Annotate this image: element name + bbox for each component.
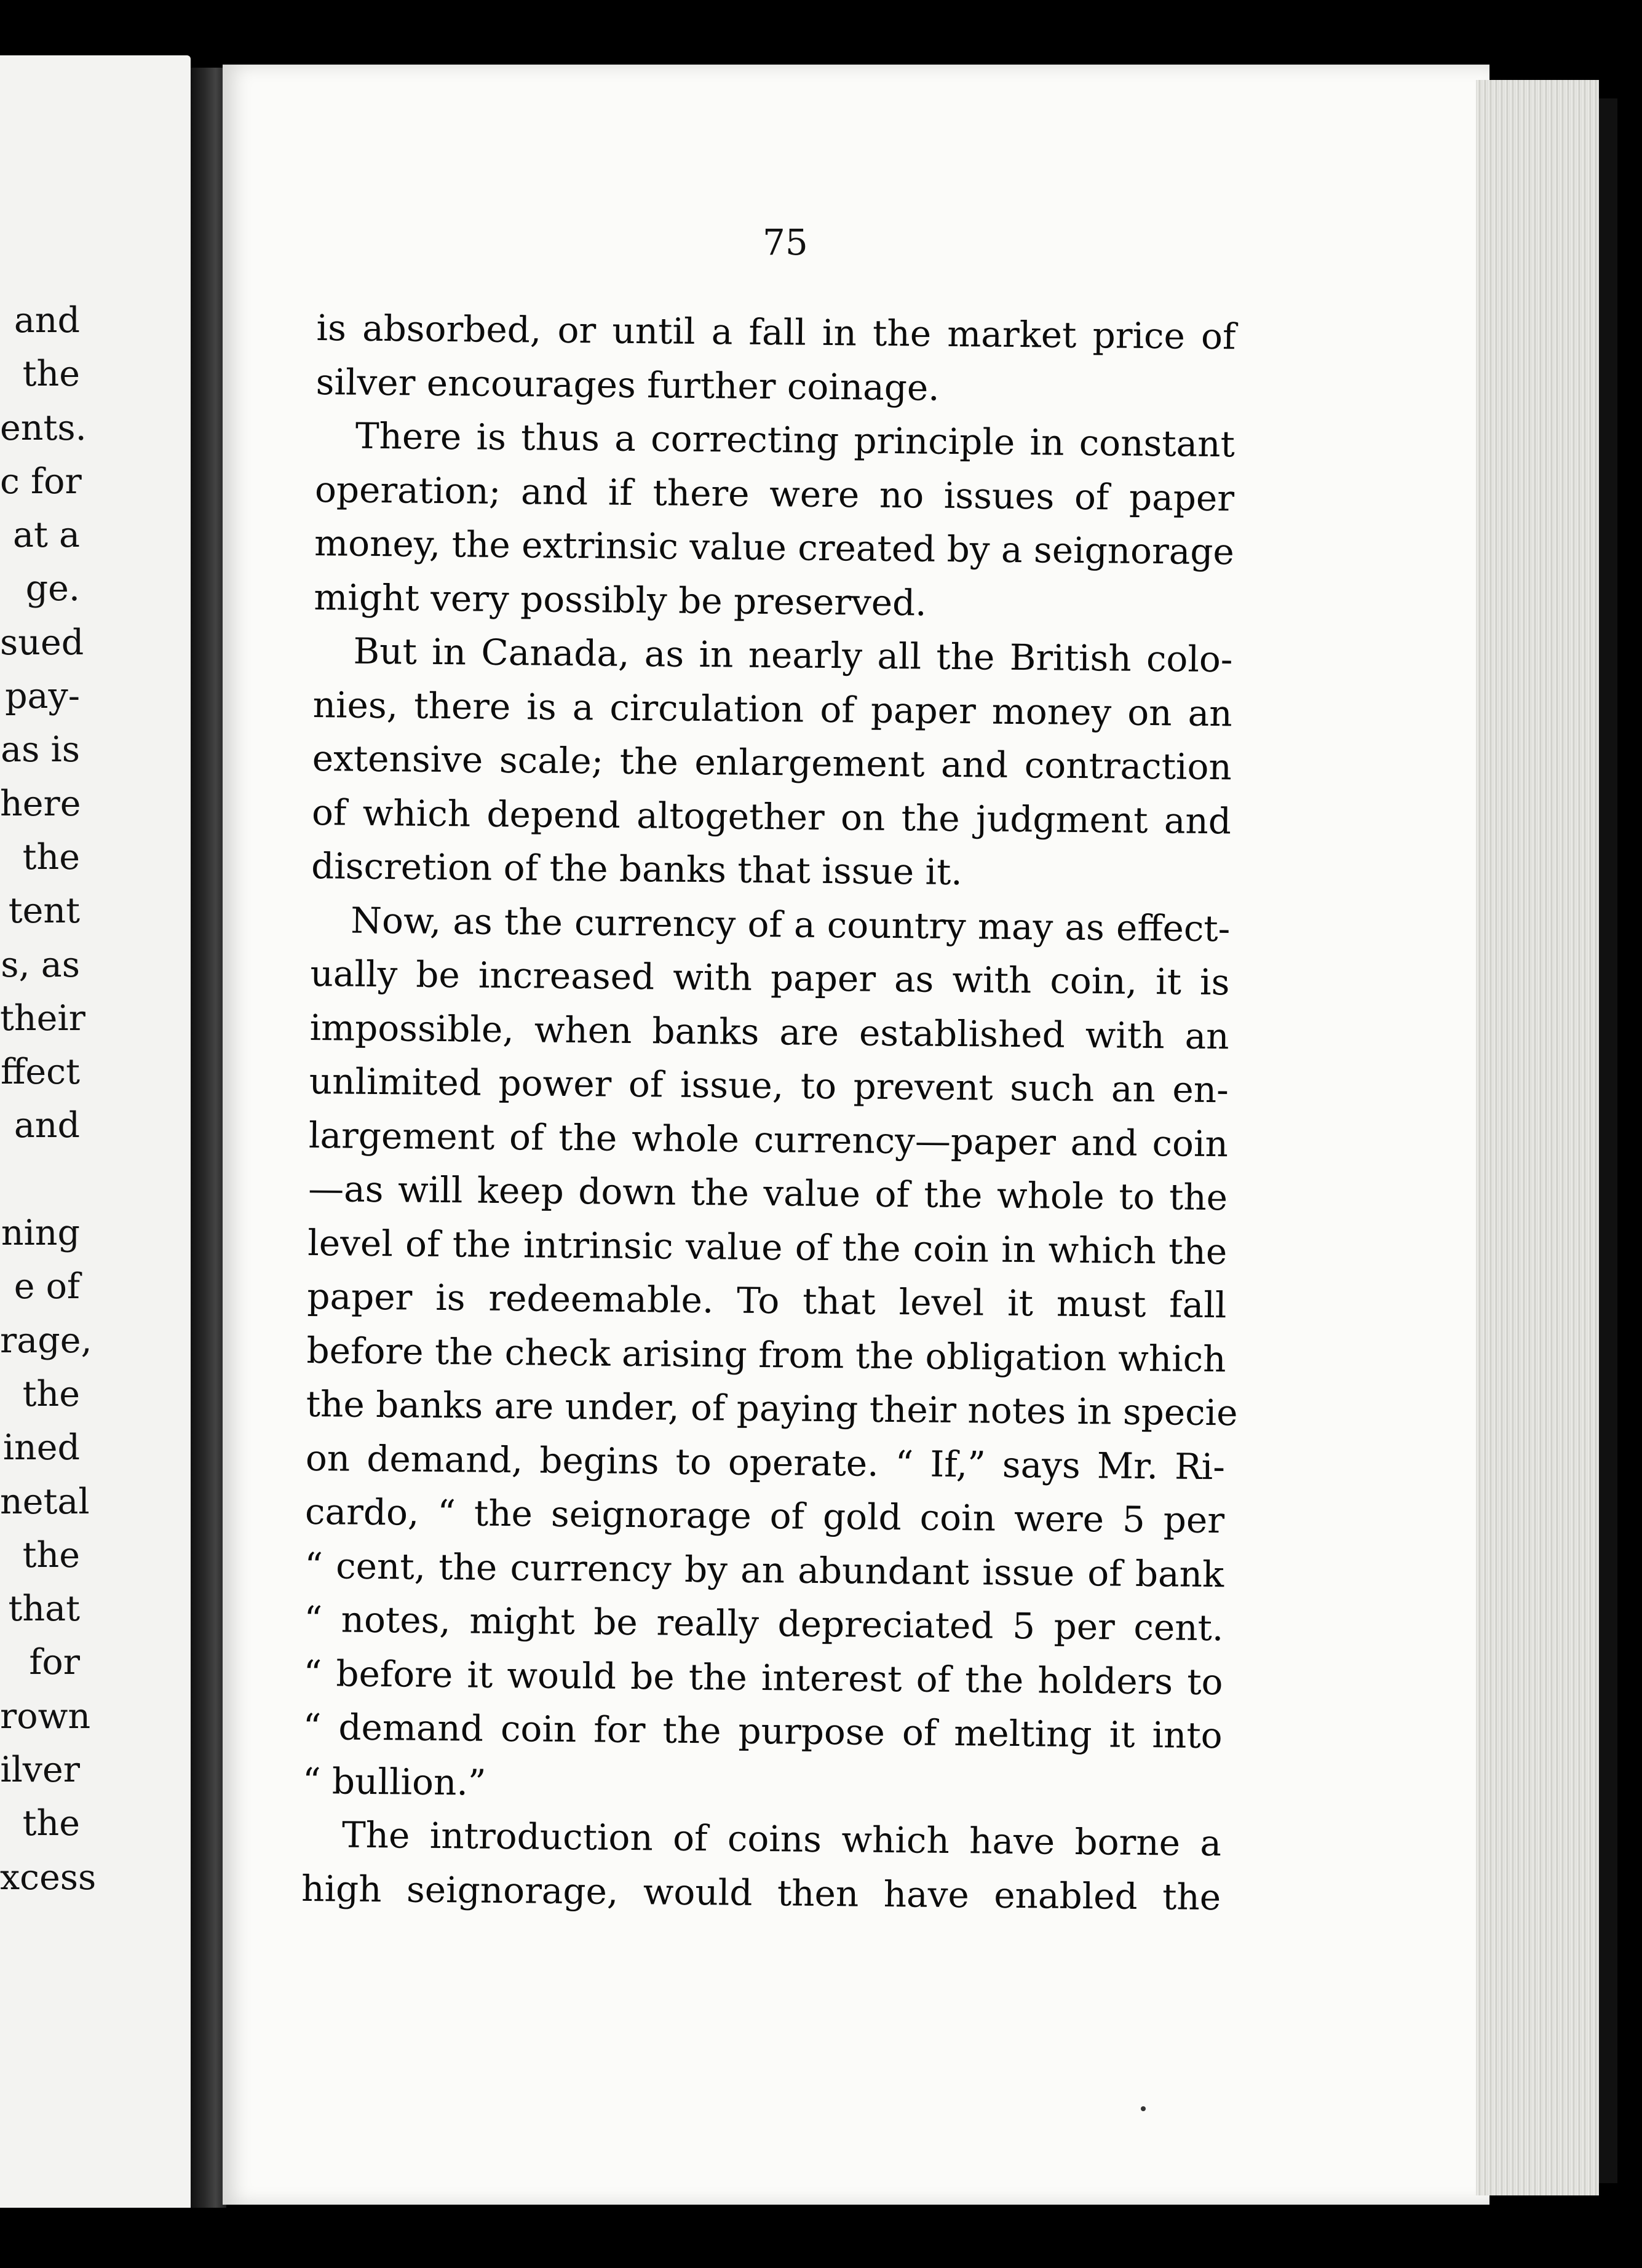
left-fragment: at a (13, 515, 80, 556)
left-fragment: tent (8, 890, 80, 932)
text-line: nies, there is a circulation of paper money on an (312, 683, 1232, 734)
left-fragment: xcess (0, 1857, 97, 1898)
page-edges (1476, 80, 1599, 2195)
text-line: —as will keep down the value of the whole to the (307, 1167, 1228, 1219)
left-fragment: the (22, 1534, 80, 1576)
text-line: before the check arising from the obligation which (306, 1329, 1226, 1380)
text-line: “ before it would be the interest of the holders to (303, 1652, 1223, 1703)
text-line: might very possibly be preserved. (314, 576, 927, 624)
body-text (301, 301, 1236, 1924)
left-fragment: netal (0, 1481, 90, 1522)
text-line: cardo, “ the seignorage of gold coin were 5 per (304, 1490, 1225, 1542)
text-line: is absorbed, or until a fall in the market price of (316, 306, 1236, 358)
text-line: on demand, begins to operate. “ If,” says Mr. Ri- (305, 1437, 1226, 1488)
dust-speck (1141, 2106, 1146, 2111)
left-fragment: that (8, 1588, 80, 1630)
text-line: high seignorage, would then have enabled the (301, 1867, 1221, 1918)
text-line: extensive scale; the enlargement and contraction (312, 737, 1232, 788)
left-fragment: rage, (0, 1320, 92, 1361)
left-fragment: sued (0, 622, 84, 663)
left-fragment: the (22, 836, 80, 878)
text-line: ually be increased with paper as with coin, it is (310, 952, 1230, 1004)
left-fragment: the (22, 1803, 80, 1844)
text-line: silver encourages further coinage. (315, 360, 940, 409)
page-number: 75 (763, 221, 808, 263)
text-line: But in Canada, as in nearly all the British colo- (353, 630, 1233, 681)
edge-shadow (1599, 98, 1617, 2183)
left-fragment: for (29, 1642, 80, 1683)
text-line: money, the extrinsic value created by a seignorage (314, 521, 1235, 573)
left-fragment: ilver (0, 1750, 80, 1791)
text-line: “ demand coin for the purpose of melting it into (303, 1705, 1223, 1757)
left-page-text-fragments (0, 294, 97, 1905)
left-fragment: ined (2, 1427, 80, 1469)
text-line: largement of the whole currency—paper and coin (308, 1114, 1229, 1165)
left-fragment: the (22, 354, 80, 395)
text-line: of which depend altogether on the judgment and (311, 791, 1232, 842)
left-fragment: the (22, 1373, 80, 1414)
left-fragment: s, as (1, 944, 80, 985)
book-gutter (191, 68, 226, 2208)
text-line: “ cent, the currency by an abundant issue of bank (304, 1544, 1224, 1595)
text-line: the banks are under, of paying their notes in specie (306, 1382, 1238, 1434)
left-fragment: and (14, 1105, 80, 1146)
text-line: discretion of the banks that issue it. (311, 844, 963, 894)
text-line: The introduction of coins which have borne a (341, 1814, 1222, 1865)
text-line: unlimited power of issue, to prevent such an en- (309, 1060, 1229, 1111)
left-fragment: their (0, 997, 85, 1039)
text-line: level of the intrinsic value of the coin in which the (307, 1221, 1228, 1272)
text-line: impossible, when banks are established with an (309, 1006, 1229, 1057)
left-fragment: ents. (0, 407, 87, 448)
left-fragment: c for (0, 461, 82, 502)
left-fragment (0, 1153, 80, 1207)
text-line: paper is redeemable. To that level it must fall (307, 1275, 1227, 1326)
left-fragment: ning (1, 1213, 80, 1254)
left-fragment: here (0, 783, 81, 824)
text-line: operation; and if there were no issues of paper (314, 468, 1235, 519)
left-fragment: pay- (5, 676, 80, 717)
left-fragment: rown (0, 1695, 91, 1737)
left-fragment: ge. (25, 568, 80, 609)
left-fragment: ffect (0, 1052, 80, 1093)
left-fragment: as is (1, 729, 80, 771)
text-line: There is thus a correcting principle in constant (355, 414, 1235, 466)
text-line: “ notes, might be really depreciated 5 per cent. (304, 1598, 1224, 1649)
left-fragment: e of (14, 1266, 80, 1307)
left-fragment: and (14, 300, 80, 341)
text-line: “ bullion.” (302, 1759, 486, 1804)
text-line: Now, as the currency of a country may as effect- (351, 899, 1231, 950)
